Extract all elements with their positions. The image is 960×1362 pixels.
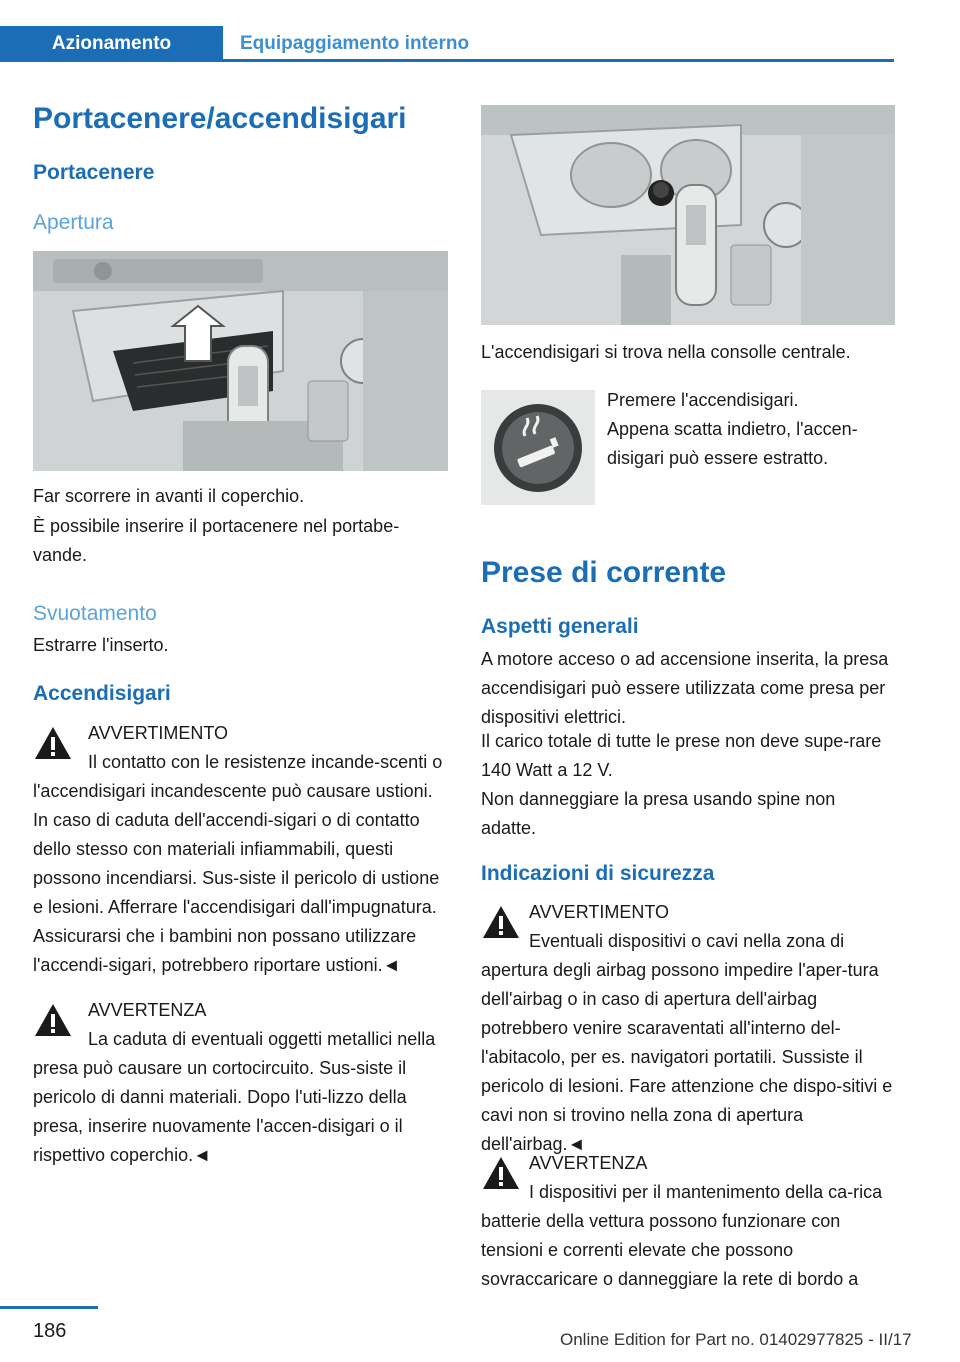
heading-accendisigari: Accendisigari xyxy=(33,682,171,705)
heading-indicazioni-di-sicurezza: Indicazioni di sicurezza xyxy=(481,862,715,885)
page-number: 186 xyxy=(33,1320,67,1342)
warning-text-1: Il contatto con le resistenze incande-scenti o l'accendisigari incandescente può causare ustioni. In caso di caduta dell'accendi-sigari o di contatto dello stesso con materiali infiammabili, questi possono incendiarsi. Sus-siste il pericolo di ustione e lesioni. Afferrare l'accendisigari dall'impugnatura. Assicurarsi che i bambini non possano utilizzare l'accendi-sigari, potrebbero riportare ustioni.◄ xyxy=(33,752,443,975)
apertura-text-1: Far scorrere in avanti il coperchio. xyxy=(33,486,305,506)
tab-azionamento[interactable]: Azionamento xyxy=(0,26,223,62)
edition-info: Online Edition for Part no. 01402977825 - II/17 xyxy=(560,1330,912,1349)
warning-title-1: AVVERTIMENTO xyxy=(88,723,229,743)
photo-caption: L'accendisigari si trova nella consolle centrale. xyxy=(481,342,851,362)
aspetti-text-2: Il carico totale di tutte le prese non deve supe-rare 140 Watt a 12 V. xyxy=(481,731,882,780)
ashtray-photo xyxy=(33,251,448,471)
aspetti-text-1: A motore acceso o ad accensione inserita, la presa accendisigari può essere utilizzata come presa per dispositivi elettrici. xyxy=(481,649,889,727)
heading-svuotamento: Svuotamento xyxy=(33,602,157,625)
step-1: Premere l'accendisigari. xyxy=(607,390,799,410)
warning-title-2: AVVERTENZA xyxy=(88,1000,207,1020)
header-rule xyxy=(0,59,894,62)
aspetti-text-3: Non danneggiare la presa usando spine non adatte. xyxy=(481,789,836,838)
heading-aspetti-generali: Aspetti generali xyxy=(481,615,639,638)
header-tabs xyxy=(0,26,894,62)
tab-equipaggiamento-interno[interactable]: Equipaggiamento interno xyxy=(240,33,470,54)
warning-title-3: AVVERTIMENTO xyxy=(529,902,670,922)
lighter-button-photo xyxy=(481,390,595,505)
heading-apertura: Apertura xyxy=(33,211,114,234)
console-photo xyxy=(481,105,895,325)
warning-text-3: Eventuali dispositivi o cavi nella zona di apertura degli airbag possono impedire l'aper-tura dell'airbag o in caso di apertura dell'airbag potrebbero venire scaraventati all'interno del-l'abitacolo, per es. navigatori portatili. Sussiste il pericolo di lesioni. Fare attenzione che dispo-sitivi e cavi non si trovino nella zona di apertura dell'airbag.◄ xyxy=(481,931,893,1154)
heading-portacenere: Portacenere xyxy=(33,161,155,184)
warning-text-4: I dispositivi per il mantenimento della ca-rica batterie della vettura possono funzionare con tensioni e correnti elevate che possono sovraccaricare o danneggiare la rete di bordo a xyxy=(481,1182,883,1289)
page-title: Portacenere/accendisigari xyxy=(33,102,407,135)
apertura-text-2: È possibile inserire il portacenere nel portabe-vande. xyxy=(33,516,400,565)
heading-prese-di-corrente: Prese di corrente xyxy=(481,556,727,589)
warning-title-4: AVVERTENZA xyxy=(529,1153,648,1173)
footer-rule xyxy=(0,1306,98,1309)
warning-text-2: La caduta di eventuali oggetti metallici nella presa può causare un cortocircuito. Sus-siste il pericolo di danni materiali. Dopo l'uti-lizzo della presa, inserire nuovamente l'accen-disigari o il rispettivo coperchio.◄ xyxy=(33,1029,436,1165)
step-2: Appena scatta indietro, l'accen-disigari può essere estratto. xyxy=(607,419,858,468)
svuotamento-text: Estrarre l'inserto. xyxy=(33,635,169,655)
